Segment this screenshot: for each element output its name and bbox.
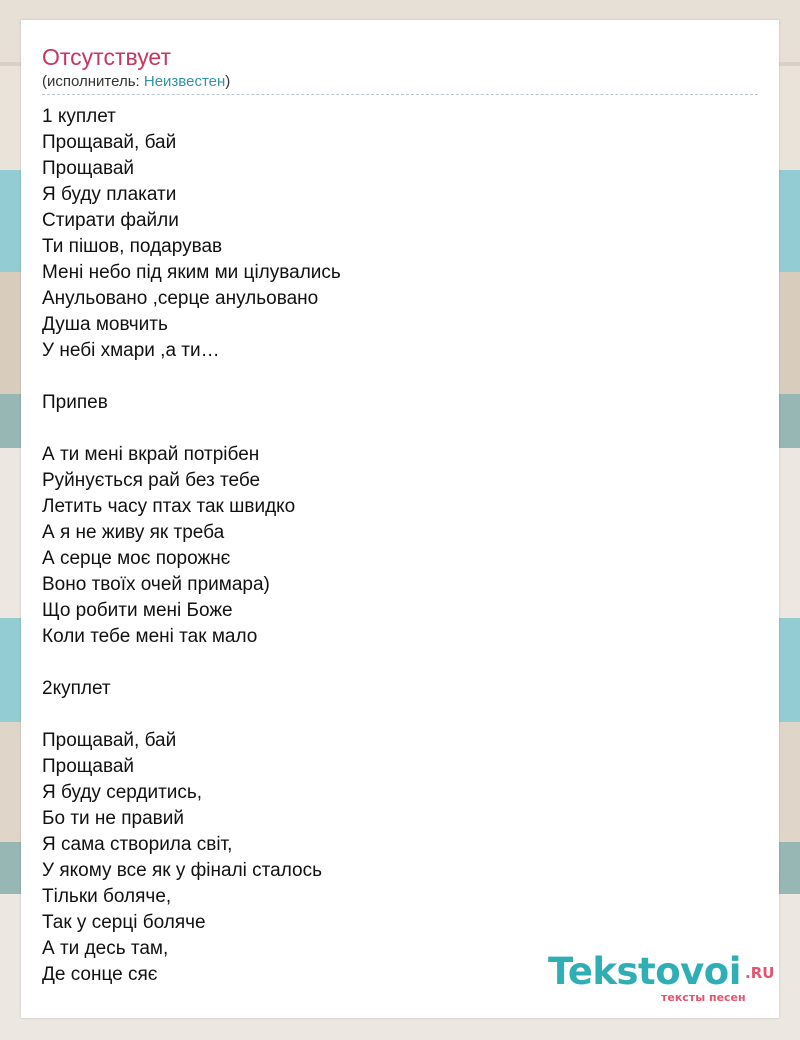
lyric-line: Коли тебе мені так мало xyxy=(42,626,258,647)
lyric-line: Воно твоїх очей примара) xyxy=(42,574,270,595)
logo-name: Tekstovoi xyxy=(548,950,741,993)
lyric-line: Тільки боляче, xyxy=(42,886,172,907)
lyric-line: Припев xyxy=(42,392,108,413)
lyric-line: Стирати файли xyxy=(42,210,179,231)
lyric-line: Що робити мені Боже xyxy=(42,600,233,621)
lyric-line xyxy=(42,416,742,442)
lyric-line: Так у серці боляче xyxy=(42,912,206,933)
lyric-line: Прощавай xyxy=(42,158,135,179)
artist-link[interactable]: Неизвестен xyxy=(143,73,226,90)
lyrics-card xyxy=(21,20,779,1018)
lyric-line: А я не живу як треба xyxy=(42,522,225,543)
song-title: Отсутствует xyxy=(42,44,171,70)
lyric-line: 1 куплет xyxy=(42,106,116,127)
lyric-line: Прощавай xyxy=(42,756,135,777)
lyric-line: А ти мені вкрай потрібен xyxy=(42,444,260,465)
lyric-line: Я сама створила світ, xyxy=(42,834,233,855)
lyric-line: Ти пішов, подарував xyxy=(42,236,223,257)
performer-suffix: ) xyxy=(225,73,231,90)
lyric-line: 2куплет xyxy=(42,678,111,699)
lyric-line: Прощавай, бай xyxy=(42,132,177,153)
lyric-line: У якому все як у фіналі сталось xyxy=(42,860,322,881)
lyric-line: Я буду плакати xyxy=(42,184,177,205)
lyric-line: Бо ти не правий xyxy=(42,808,184,829)
lyric-line: У небі хмари ,а ти… xyxy=(42,340,220,361)
logo-tagline: тексты песен xyxy=(661,991,746,1004)
lyric-line: Я буду сердитись, xyxy=(42,782,203,803)
lyric-line: Летить часу птах так швидко xyxy=(42,496,296,517)
site-logo[interactable] xyxy=(548,950,788,1020)
lyrics-text xyxy=(42,104,742,988)
lyric-line: Руйнується рай без тебе xyxy=(42,470,261,491)
logo-tld: .RU xyxy=(745,964,775,982)
lyric-line xyxy=(42,650,742,676)
lyric-line: Мені небо під яким ми цілувались xyxy=(42,262,341,283)
lyric-line: Прощавай, бай xyxy=(42,730,177,751)
divider xyxy=(42,94,758,95)
performer-prefix: (исполнитель: xyxy=(42,73,144,90)
lyric-line xyxy=(42,702,742,728)
lyric-line: Де сонце сяє xyxy=(42,964,158,985)
lyric-line: А ти десь там, xyxy=(42,938,169,959)
lyric-line: Душа мовчить xyxy=(42,314,168,335)
lyric-line: А серце моє порожнє xyxy=(42,548,231,569)
lyric-line xyxy=(42,364,742,390)
lyric-line: Анульовано ,серце анульовано xyxy=(42,288,319,309)
performer-line xyxy=(42,73,230,91)
